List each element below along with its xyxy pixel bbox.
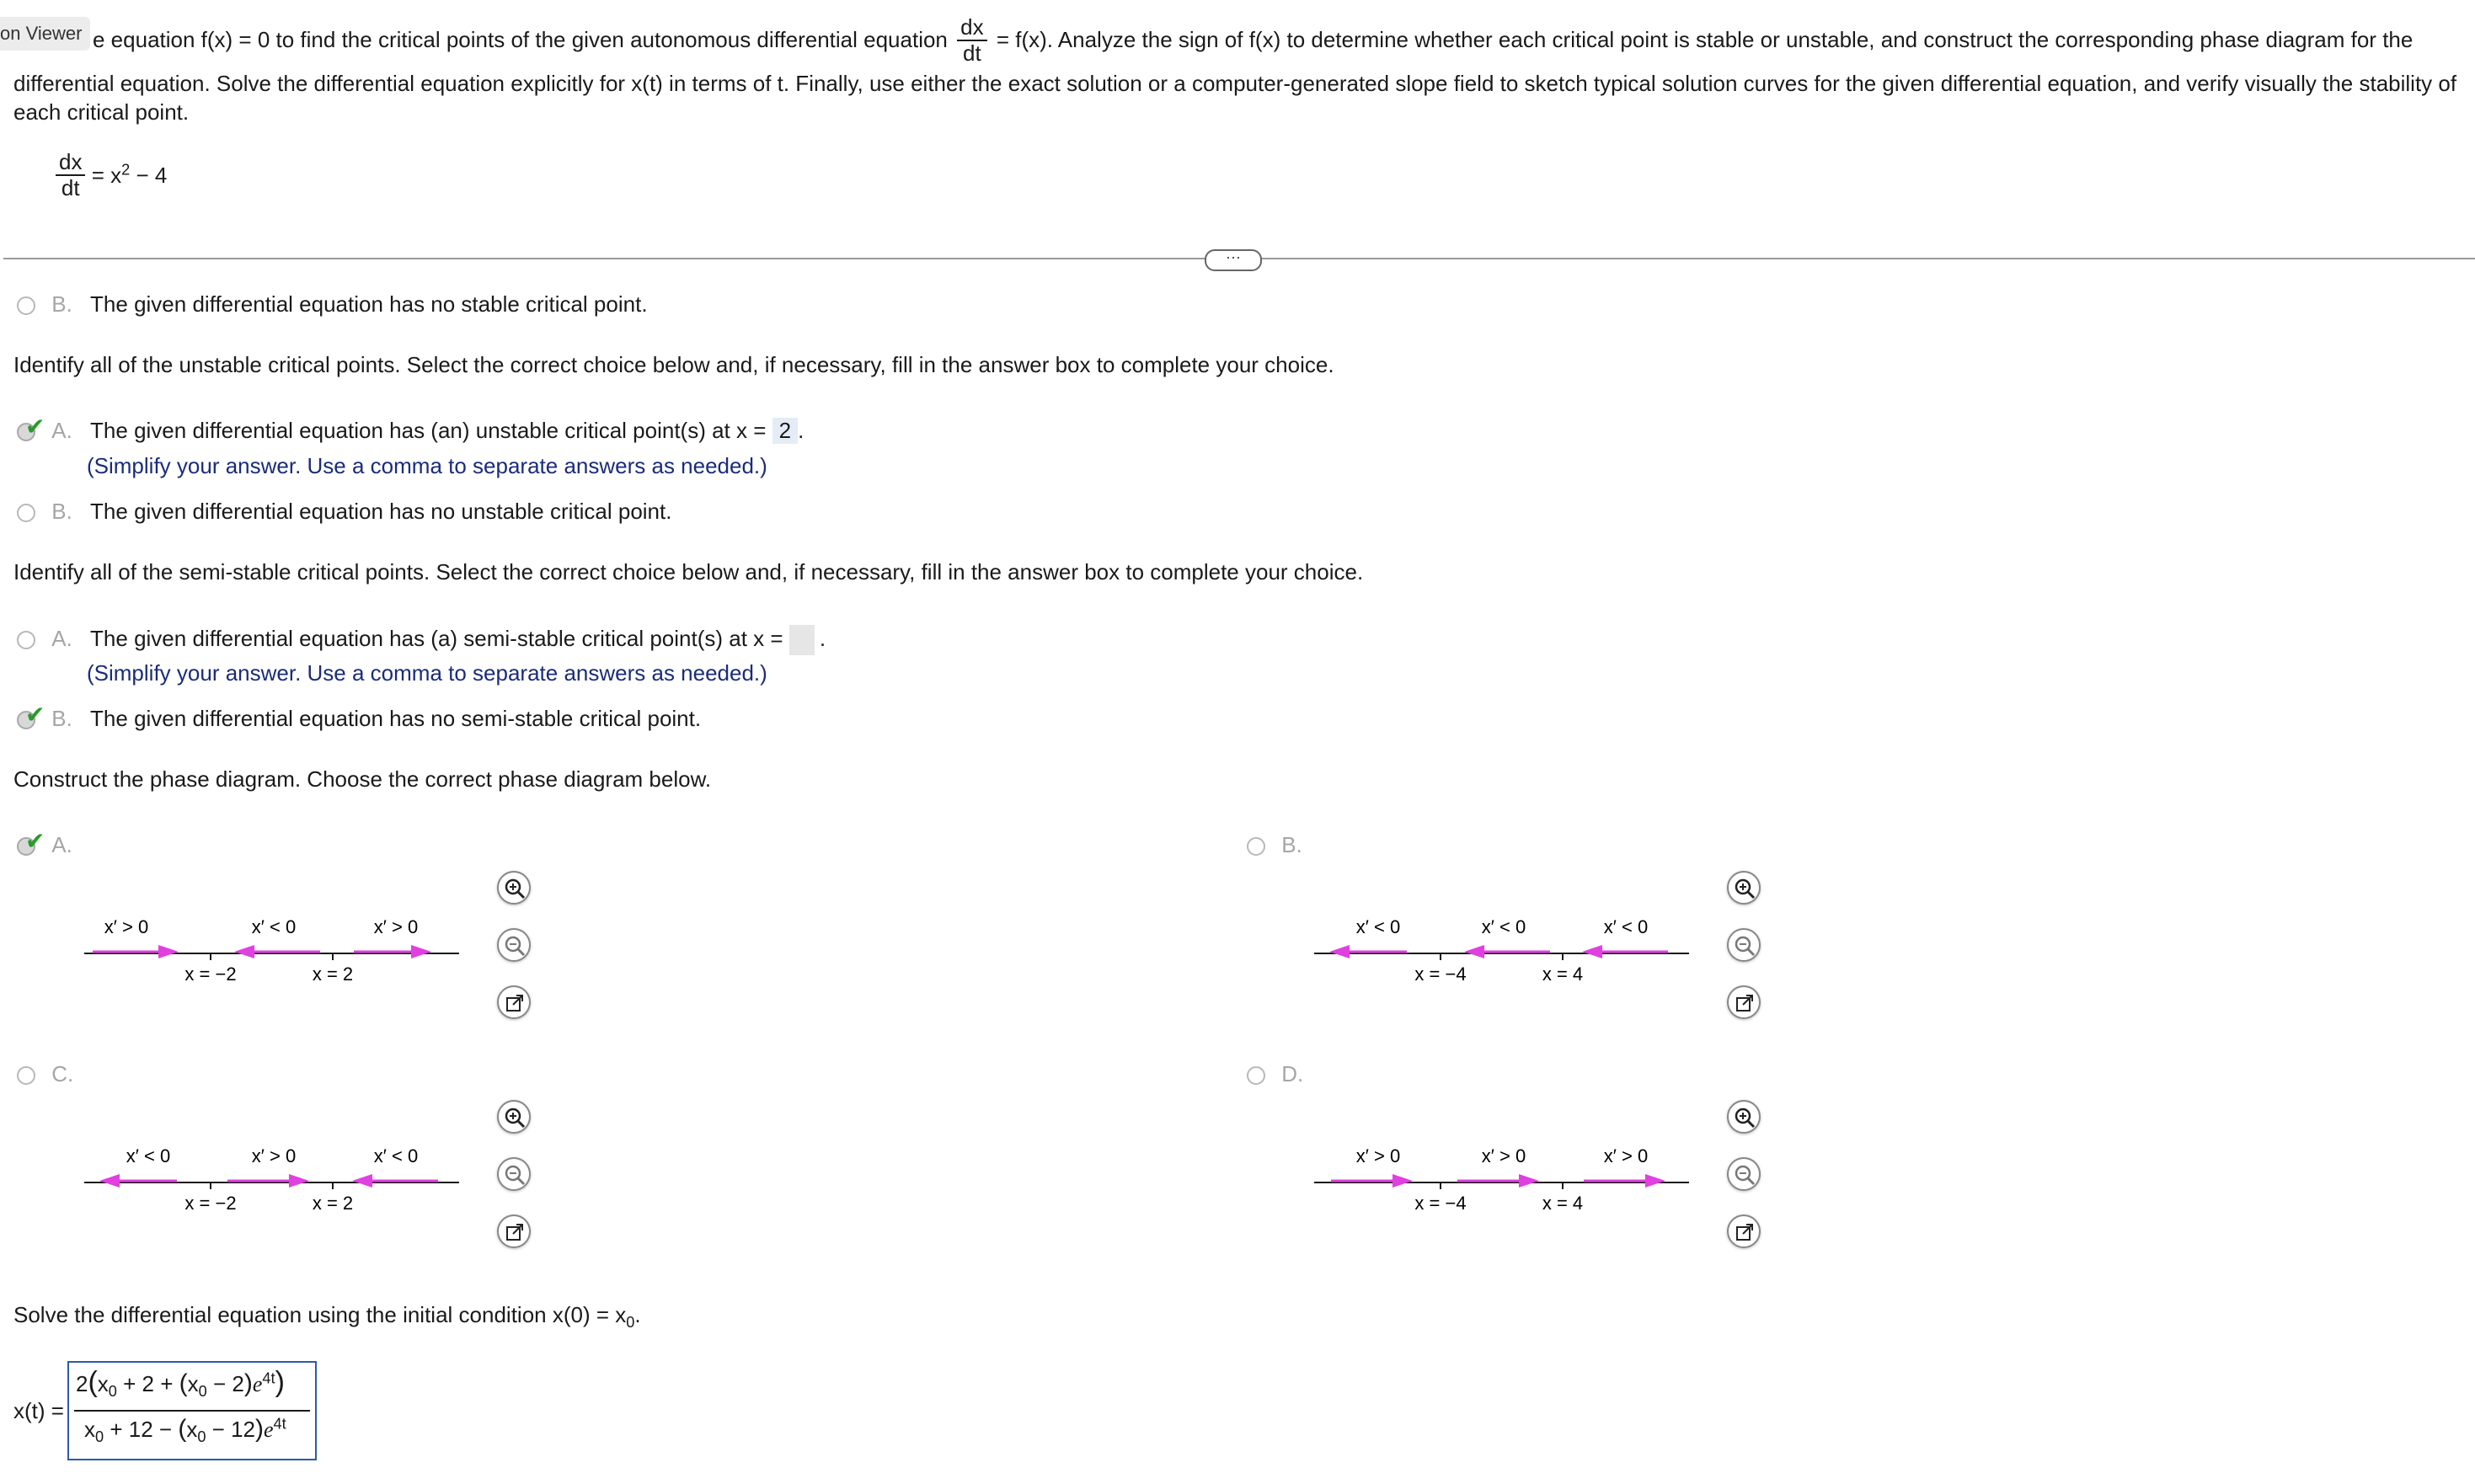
unstable-hint: (Simplify your answer. Use a comma to separate answers as needed.)	[87, 453, 767, 478]
arrow-left	[1582, 945, 1668, 958]
unstable-answer-field[interactable]: 2	[772, 418, 798, 444]
zoom-out-button[interactable]	[497, 928, 531, 962]
correct-check-icon: ✔	[25, 414, 45, 440]
prompt-line-1	[93, 15, 2413, 69]
den-x: x	[84, 1417, 95, 1442]
phase-question: Construct the phase diagram. Choose the correct phase diagram below.	[13, 766, 712, 792]
den-x2-sub: 0	[197, 1428, 206, 1446]
zoom-out-icon	[1734, 1164, 1756, 1186]
prompt-line-3: each critical point.	[13, 99, 190, 125]
zoom-in-icon	[1734, 878, 1756, 899]
paren-left: (	[178, 1415, 187, 1443]
open-external-button[interactable]	[1727, 985, 1761, 1019]
num-x: x	[97, 1371, 109, 1396]
prompt-derivative	[957, 15, 986, 65]
arrow-right	[1584, 1174, 1665, 1188]
region-label: x′ < 0	[1355, 916, 1401, 937]
num-minus: − 2	[206, 1371, 244, 1396]
arrow-left	[1329, 945, 1407, 958]
critical-point-label: x = 2	[312, 964, 354, 985]
arrow-left	[1464, 945, 1550, 958]
critical-point-label: x = −2	[184, 1193, 237, 1214]
semistable-option-b[interactable]	[17, 702, 702, 732]
correct-check-icon: ✔	[25, 828, 45, 854]
arrow-left	[352, 1174, 438, 1188]
unstable-option-a[interactable]	[17, 414, 805, 444]
open-external-button[interactable]	[1727, 1214, 1761, 1248]
arrow-right	[1331, 1174, 1413, 1188]
prompt-text-after: = f(x). Analyze the sign of f(x) to determine whether each critical point is stable or unstable, and construct the corresponding phase diagram for the	[996, 27, 2414, 53]
critical-point-label: x = −4	[1414, 1193, 1467, 1214]
phase-diagram-c	[84, 1139, 463, 1223]
equation-den: dt	[61, 174, 80, 200]
region-label: x′ < 0	[373, 1145, 419, 1166]
option-text: The given differential equation has (an) unstable critical point(s) at x =	[90, 418, 767, 443]
radio-icon[interactable]	[1247, 1066, 1265, 1085]
prompt-text-before: e equation f(x) = 0 to find the critical points of the given autonomous differential equation	[93, 27, 948, 53]
arrow-left	[99, 1174, 177, 1188]
open-external-button[interactable]	[497, 1214, 531, 1248]
zoom-in-button[interactable]	[497, 871, 531, 905]
radio-icon[interactable]	[1247, 837, 1265, 856]
zoom-in-button[interactable]	[1727, 871, 1761, 905]
zoom-in-icon	[504, 1107, 526, 1129]
arrow-right	[93, 945, 179, 958]
solution-answer-box[interactable]	[67, 1361, 317, 1460]
paren-left: (	[179, 1369, 188, 1397]
phase-option-a-radio[interactable]	[17, 828, 72, 858]
zoom-in-icon	[1734, 1107, 1756, 1129]
num-exp: 4t	[262, 1369, 275, 1387]
num-x2-sub: 0	[198, 1383, 207, 1401]
option-period: .	[798, 418, 805, 443]
phase-diagram-d	[1314, 1139, 1693, 1223]
solve-question-text: Solve the differential equation using the initial condition x(0) = x	[13, 1302, 627, 1327]
phase-diagram-b	[1314, 910, 1693, 994]
paren-left: (	[88, 1366, 98, 1398]
option-period: .	[819, 625, 826, 651]
equation-exponent: 2	[121, 161, 131, 179]
region-label: x′ > 0	[373, 916, 419, 937]
external-link-icon	[504, 992, 526, 1014]
open-external-button[interactable]	[497, 985, 531, 1019]
prompt-frac-num: dx	[957, 15, 986, 41]
phase-option-c-radio[interactable]	[17, 1061, 73, 1087]
equation-rhs-a: = x	[91, 162, 122, 188]
option-letter: A.	[51, 418, 72, 443]
solution-numerator	[76, 1366, 285, 1401]
region-label: x′ > 0	[1355, 1145, 1401, 1166]
radio-icon[interactable]	[17, 631, 35, 649]
option-text: The given differential equation has no semi-stable critical point.	[90, 706, 702, 731]
num-plus: + 2 +	[116, 1371, 179, 1396]
option-letter: A.	[51, 625, 72, 651]
semistable-hint: (Simplify your answer. Use a comma to separate answers as needed.)	[87, 660, 767, 686]
radio-icon[interactable]	[17, 504, 35, 522]
zoom-out-icon	[504, 1164, 526, 1186]
paren-right: )	[243, 1369, 253, 1397]
den-exp: 4t	[273, 1415, 286, 1433]
region-label: x′ < 0	[251, 916, 297, 937]
unstable-question: Identify all of the unstable critical points. Select the correct choice below and, if necessary, fill in the answer box to complete your choice.	[13, 352, 1334, 377]
equation-rhs	[92, 163, 168, 188]
zoom-out-button[interactable]	[1727, 928, 1761, 962]
option-letter: B.	[1281, 832, 1302, 857]
den-minus: − 12	[206, 1417, 255, 1442]
semistable-answer-field[interactable]	[789, 625, 815, 655]
den-x2: x	[186, 1417, 198, 1442]
external-link-icon	[504, 1221, 526, 1243]
external-link-icon	[1734, 992, 1756, 1014]
arrow-right	[354, 945, 431, 958]
arrow-right	[1457, 1174, 1539, 1188]
option-text: The given differential equation has no unstable critical point.	[90, 499, 672, 524]
prompt-frac-den: dt	[963, 40, 981, 66]
option-letter: A.	[51, 832, 72, 857]
zoom-out-button[interactable]	[1727, 1157, 1761, 1191]
option-text: The given differential equation has (a) semi-stable critical point(s) at x =	[90, 625, 783, 651]
den-exp-base: e	[264, 1417, 274, 1442]
region-label: x′ > 0	[251, 1145, 297, 1166]
option-letter: B.	[51, 291, 72, 317]
region-label: x′ < 0	[126, 1145, 171, 1166]
paren-right: )	[255, 1415, 264, 1443]
critical-point-label: x = −2	[184, 964, 237, 985]
critical-point-label: x = −4	[1414, 964, 1467, 985]
correct-check-icon: ✔	[25, 702, 45, 728]
zoom-in-icon	[504, 878, 526, 899]
solution-lhs: x(t) =	[13, 1398, 64, 1423]
external-link-icon	[1734, 1221, 1756, 1243]
solve-question	[13, 1302, 641, 1332]
equation-derivative	[56, 150, 85, 200]
solution-denominator	[84, 1415, 286, 1446]
zoom-in-button[interactable]	[497, 1100, 531, 1134]
den-plus: + 12 −	[104, 1417, 179, 1442]
critical-point-label: x = 4	[1542, 964, 1584, 985]
radio-icon[interactable]	[17, 296, 35, 315]
semistable-question: Identify all of the semi-stable critical points. Select the correct choice below and, if necessary, fill in the answer box to complete your choice.	[13, 559, 1364, 585]
given-equation	[56, 150, 167, 200]
option-letter: B.	[51, 499, 72, 524]
den-x-sub: 0	[95, 1428, 104, 1446]
solve-question-sub: 0	[626, 1314, 635, 1332]
zoom-in-button[interactable]	[1727, 1100, 1761, 1134]
critical-point-label: x = 2	[312, 1193, 354, 1214]
equation-num: dx	[56, 150, 85, 176]
stable-option-b[interactable]	[17, 291, 648, 318]
arrow-left	[234, 945, 320, 958]
critical-point-label: x = 4	[1542, 1193, 1584, 1214]
radio-icon[interactable]	[17, 1066, 35, 1085]
region-label: x′ < 0	[1481, 916, 1526, 937]
semistable-option-a[interactable]	[17, 625, 826, 655]
num-x-sub: 0	[108, 1383, 117, 1401]
phase-option-b-radio[interactable]	[1247, 832, 1302, 858]
region-label: x′ > 0	[104, 916, 149, 937]
expand-more-button[interactable]: ···	[1205, 249, 1262, 271]
option-letter: B.	[51, 706, 72, 731]
region-label: x′ > 0	[1481, 1145, 1526, 1166]
num-x2: x	[187, 1371, 199, 1396]
option-letter: C.	[51, 1061, 74, 1086]
unstable-option-b[interactable]	[17, 499, 671, 525]
option-letter: D.	[1281, 1061, 1304, 1086]
solve-question-end: .	[634, 1302, 641, 1327]
arrow-right	[227, 1174, 309, 1188]
num-coef: 2	[76, 1371, 88, 1396]
viewer-tab[interactable]: on Viewer	[0, 17, 90, 51]
zoom-out-icon	[1734, 935, 1756, 957]
equation-rhs-b: − 4	[130, 162, 168, 188]
region-label: x′ < 0	[1603, 916, 1649, 937]
num-exp-base: e	[252, 1372, 263, 1396]
paren-right: )	[275, 1366, 285, 1398]
option-text: The given differential equation has no stable critical point.	[90, 291, 648, 317]
zoom-out-icon	[504, 935, 526, 957]
prompt-line-2: differential equation. Solve the differential equation explicitly for x(t) in terms of t. Finally, use either the exact solution or a computer-generated slope field to sketch typical solution curves for the given differential equation, and verify visually the stability of	[13, 71, 2457, 96]
zoom-out-button[interactable]	[497, 1157, 531, 1191]
fraction-bar	[74, 1410, 310, 1412]
phase-option-d-radio[interactable]	[1247, 1061, 1303, 1087]
region-label: x′ > 0	[1603, 1145, 1649, 1166]
phase-diagram-a	[84, 910, 463, 994]
